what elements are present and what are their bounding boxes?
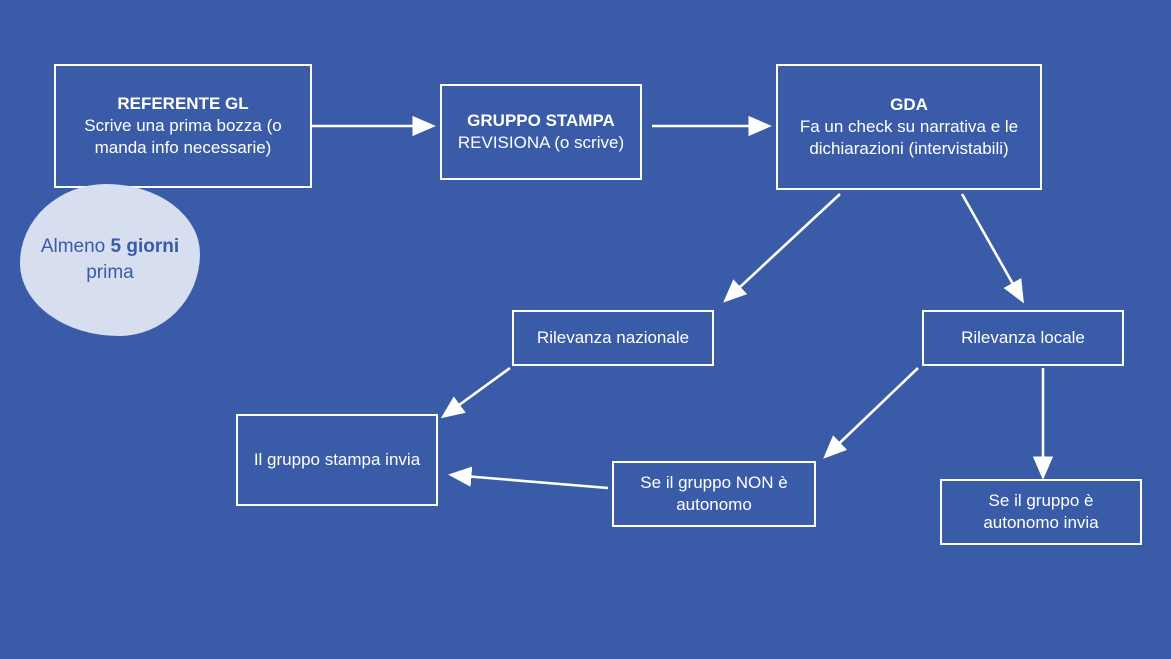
node-non-autonomo bbox=[612, 461, 816, 527]
callout-suffix: prima bbox=[86, 262, 134, 283]
callout-bold-giorni: giorni bbox=[126, 236, 180, 258]
callout-almeno-5-giorni bbox=[20, 184, 200, 336]
node-gruppo-stampa-invia-label: Il gruppo stampa invia bbox=[253, 450, 421, 470]
arrow-nazionale-to-gruppo-stampa-invia bbox=[444, 368, 510, 416]
node-gruppo-stampa-subtitle: REVISIONA (o scrive) bbox=[457, 133, 625, 152]
node-autonomo-invia bbox=[940, 479, 1142, 545]
arrow-locale-to-non-autonomo bbox=[826, 368, 918, 456]
node-gruppo-stampa-invia bbox=[236, 414, 438, 506]
node-rilevanza-nazionale bbox=[512, 310, 714, 366]
callout-bold-number: 5 bbox=[110, 236, 122, 258]
node-rilevanza-locale bbox=[922, 310, 1124, 366]
arrow-gda-to-rilevanza-nazionale bbox=[726, 194, 840, 300]
node-referente-gl-title: REFERENTE GL bbox=[117, 94, 249, 114]
node-autonomo-invia-label: Se il gruppo è autonomo invia bbox=[983, 491, 1099, 532]
node-referente-gl-subtitle: Scrive una prima bozza (o manda info necessarie) bbox=[84, 116, 282, 157]
node-rilevanza-locale-label: Rilevanza locale bbox=[961, 328, 1085, 348]
callout-prefix: Almeno bbox=[40, 236, 111, 258]
node-gda-title: GDA bbox=[890, 95, 928, 115]
node-gda bbox=[776, 64, 1042, 190]
node-referente-gl bbox=[54, 64, 312, 188]
node-gruppo-stampa-title: GRUPPO STAMPA bbox=[467, 111, 615, 131]
node-gda-subtitle: Fa un check su narrativa e le dichiarazioni (intervistabili) bbox=[799, 117, 1019, 158]
node-non-autonomo-label: Se il gruppo NON è autonomo bbox=[640, 473, 788, 514]
arrow-gda-to-rilevanza-locale bbox=[962, 194, 1022, 300]
arrow-non-autonomo-to-gruppo-stampa-invia bbox=[452, 475, 608, 488]
node-gruppo-stampa bbox=[440, 84, 642, 180]
callout-text bbox=[20, 234, 200, 285]
node-rilevanza-nazionale-label: Rilevanza nazionale bbox=[536, 328, 690, 348]
